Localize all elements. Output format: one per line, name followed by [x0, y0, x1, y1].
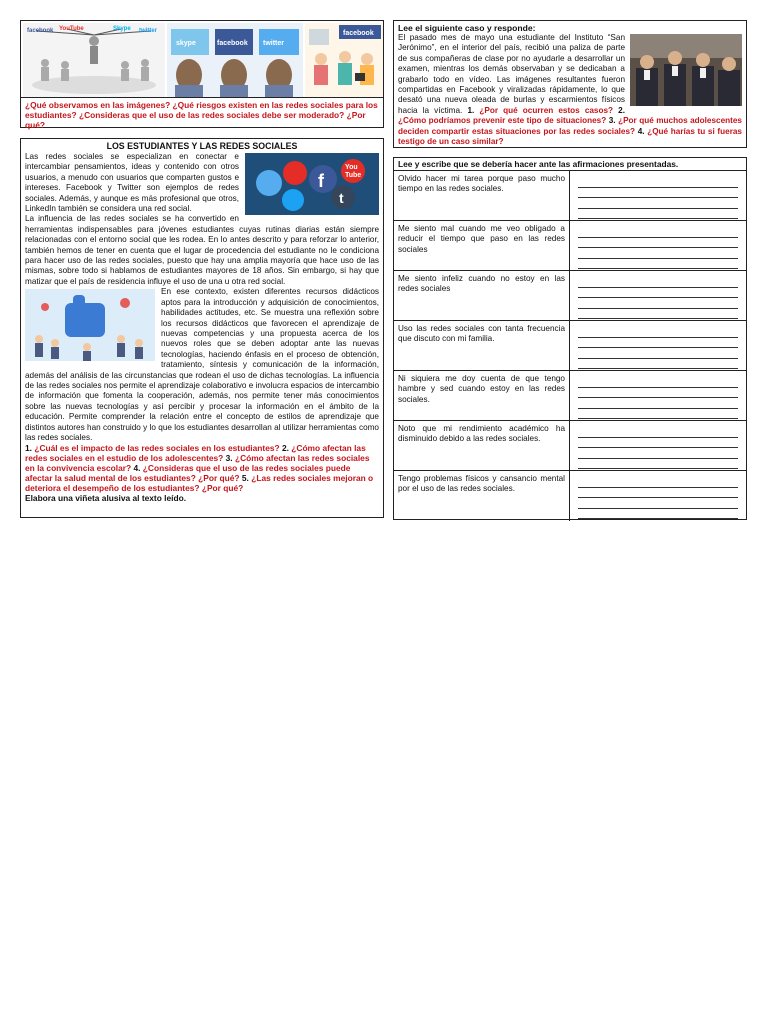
statement-cell: Uso las redes sociales con tanta frecuencia que discuto con mi familia. — [394, 321, 570, 370]
facebook-sign-text: facebook — [343, 30, 374, 37]
likes-thumbs-up-image — [25, 289, 155, 361]
skype-screen-text: skype — [176, 40, 196, 47]
social-media-sketch-image — [23, 23, 165, 97]
youtube-logo-text: YouTube — [59, 26, 84, 32]
case-title: Lee el siguiente caso y responde: — [398, 23, 536, 33]
article-paragraph-1: Las redes sociales se especializan en conectar e intercambiar pensamientos, ideas y contenido con otros usuarios, a menudo con usuarios que comparten gustos e intereses. Facebook y Twitter son ejemplos de redes sociales. Además, y aunque es más profesional que otros, LinkedIn también se considera una red social. — [25, 152, 239, 214]
facebook-letter-text: f — [318, 171, 324, 191]
table-row — [394, 471, 746, 521]
students-bullying-photo — [630, 34, 742, 106]
table-header: Lee y escribe que se debería hacer ante las afirmaciones presentadas. — [394, 158, 746, 171]
twitter-logo-text: twitter — [139, 28, 157, 34]
table-row — [394, 421, 746, 471]
statement-cell: Me siento infeliz cuando no estoy en las redes sociales — [394, 271, 570, 320]
case-box — [393, 20, 747, 148]
statement-cell: Me siento mal cuando me veo obligado a reducir el tiempo que paso en las redes sociales — [394, 221, 570, 270]
illustrations-panel — [20, 20, 384, 98]
answer-lines[interactable] — [570, 371, 746, 420]
facebook-logo-text: facebook — [27, 28, 54, 34]
youtube-you-text: You — [345, 164, 358, 171]
youtube-tube-text: Tube — [345, 172, 362, 179]
facebook-screen-text: facebook — [217, 40, 248, 47]
statement-cell: Olvido hacer mi tarea porque paso mucho tiempo en las redes sociales. — [394, 171, 570, 220]
article-paragraph-3: En ese contexto, existen diferentes recursos didácticos aptos para la introducción y adquisición de conocimientos, habilidades actitudes, etc. Se muestra una reflexión sobre los recursos didácticos que favorecen el aprendizaje de nuevas competencias y una propuesta acerca de los nuevos roles que se deben adoptar ante las nuevas tecnologías, haciendo énfasis en el proceso de obtención, tratamiento, síntesis y comunicación de la información, además del análisis de las circunstancias que rodean el uso de dichas tecnologías. La influencia de las redes sociales nos permite el aprendizaje colaborativo e involucra espacios de intercambio de información que fomenta la cooperación, además, nos permite tener más conocimientos sobre las nuevas tecnologías y así percibir y procesar la información en el ámbito de la educación. Permite comprender la relación entre el concepto de estilos de aprendizaje que distintos autores han construido y lo que los estudiantes desarrollan al utilizar herramientas como las redes sociales. — [25, 287, 379, 442]
answer-lines[interactable] — [570, 171, 746, 220]
article-questions: 1. ¿Cuál es el impacto de las redes sociales en los estudiantes? 2. ¿Cómo afectan las redes sociales en el estudio de los adolescentes? 3. ¿Cómo afectan las redes sociales en la convivencia escolar? 4. ¿Consideras que el uso de las redes sociales puede afectar la salud mental de los estudiantes? ¿Por qué? 5. ¿Las redes sociales mejoran o deteriora el desempeño de los estudiantes? ¿Por qué? — [25, 443, 374, 494]
table-row — [394, 321, 746, 371]
images-questions — [20, 98, 384, 128]
facebook-cartoon-image — [305, 23, 383, 97]
table-row — [394, 171, 746, 221]
skype-logo-text: Skype — [113, 26, 131, 32]
social-network-icons-image — [245, 153, 379, 215]
table-row — [394, 371, 746, 421]
answer-lines[interactable] — [570, 271, 746, 320]
table-row — [394, 221, 746, 271]
table-row — [394, 271, 746, 321]
case-text: El pasado mes de mayo una estudiante del Instituto “San Jerónimo”, en el interior del país, recibió una paliza de parte de sus compañeras de clase por no ayudarle a desarrollar un examen, mientras los demás observaban y se dedicaban a grabarlo todo en vídeo. Las imágenes resultantes fueron compartidas en Facebook y viralizadas rápidamente, lo que desató una nueva oleada de burlas y escarmientos físicos hacia la víctima. 1. ¿Por qué ocurren estos casos? 2. ¿Cómo podríamos prevenir este tipo de situaciones? 3. ¿Por qué muchos adolescentes deciden compartir estas situaciones por las redes sociales? 4. ¿Qué harías tu si fueras testigo de un caso similar? — [398, 33, 742, 147]
statement-cell: Tengo problemas físicos y cansancio mental por el uso de las redes sociales. — [394, 471, 570, 521]
article-closing-instruction: Elabora una viñeta alusiva al texto leído. — [25, 493, 187, 504]
article-title: LOS ESTUDIANTES Y LAS REDES SOCIALES — [106, 141, 298, 151]
statement-cell: Noto que mi rendimiento académico ha disminuido debido a las redes sociales. — [394, 421, 570, 470]
article-box — [20, 138, 384, 518]
images-questions-text: ¿Qué observamos en las imágenes? ¿Qué riesgos existen en las redes sociales para los estudiantes? ¿Consideras que el uso de las redes sociales debe ser moderado? ¿Por qué? — [25, 100, 378, 130]
article-paragraph-2: La influencia de las redes sociales se ha convertido en herramientas indispensables para jóvenes estudiantes cuyas rutinas diarias están siempre relacionadas con el entorno social que les rodea. En lo antes descrito y para reforzar lo anterior, también hemos de tener en cuenta que el lugar de procedencia del estudiante no le condiciona para hacer uso de las redes sociales, puesto que hay una amplia mayoría que hace uso de las mismas, sobre todo si hablamos de estudiantes mayores de 18 años. Sin embargo, si hay que matizar que el país de residencia influye el uso de una u otra red social. — [25, 214, 379, 286]
statements-table — [393, 157, 747, 520]
answer-lines[interactable] — [570, 321, 746, 370]
students-screens-image — [167, 23, 303, 97]
statement-cell: Ni siquiera me doy cuenta de que tengo hambre y sed cuando estoy en las redes sociales. — [394, 371, 570, 420]
answer-lines[interactable] — [570, 221, 746, 270]
answer-lines[interactable] — [570, 421, 746, 470]
tumblr-letter-text: t — [339, 190, 344, 206]
answer-lines[interactable] — [570, 471, 746, 521]
twitter-screen-text: twitter — [263, 40, 284, 47]
